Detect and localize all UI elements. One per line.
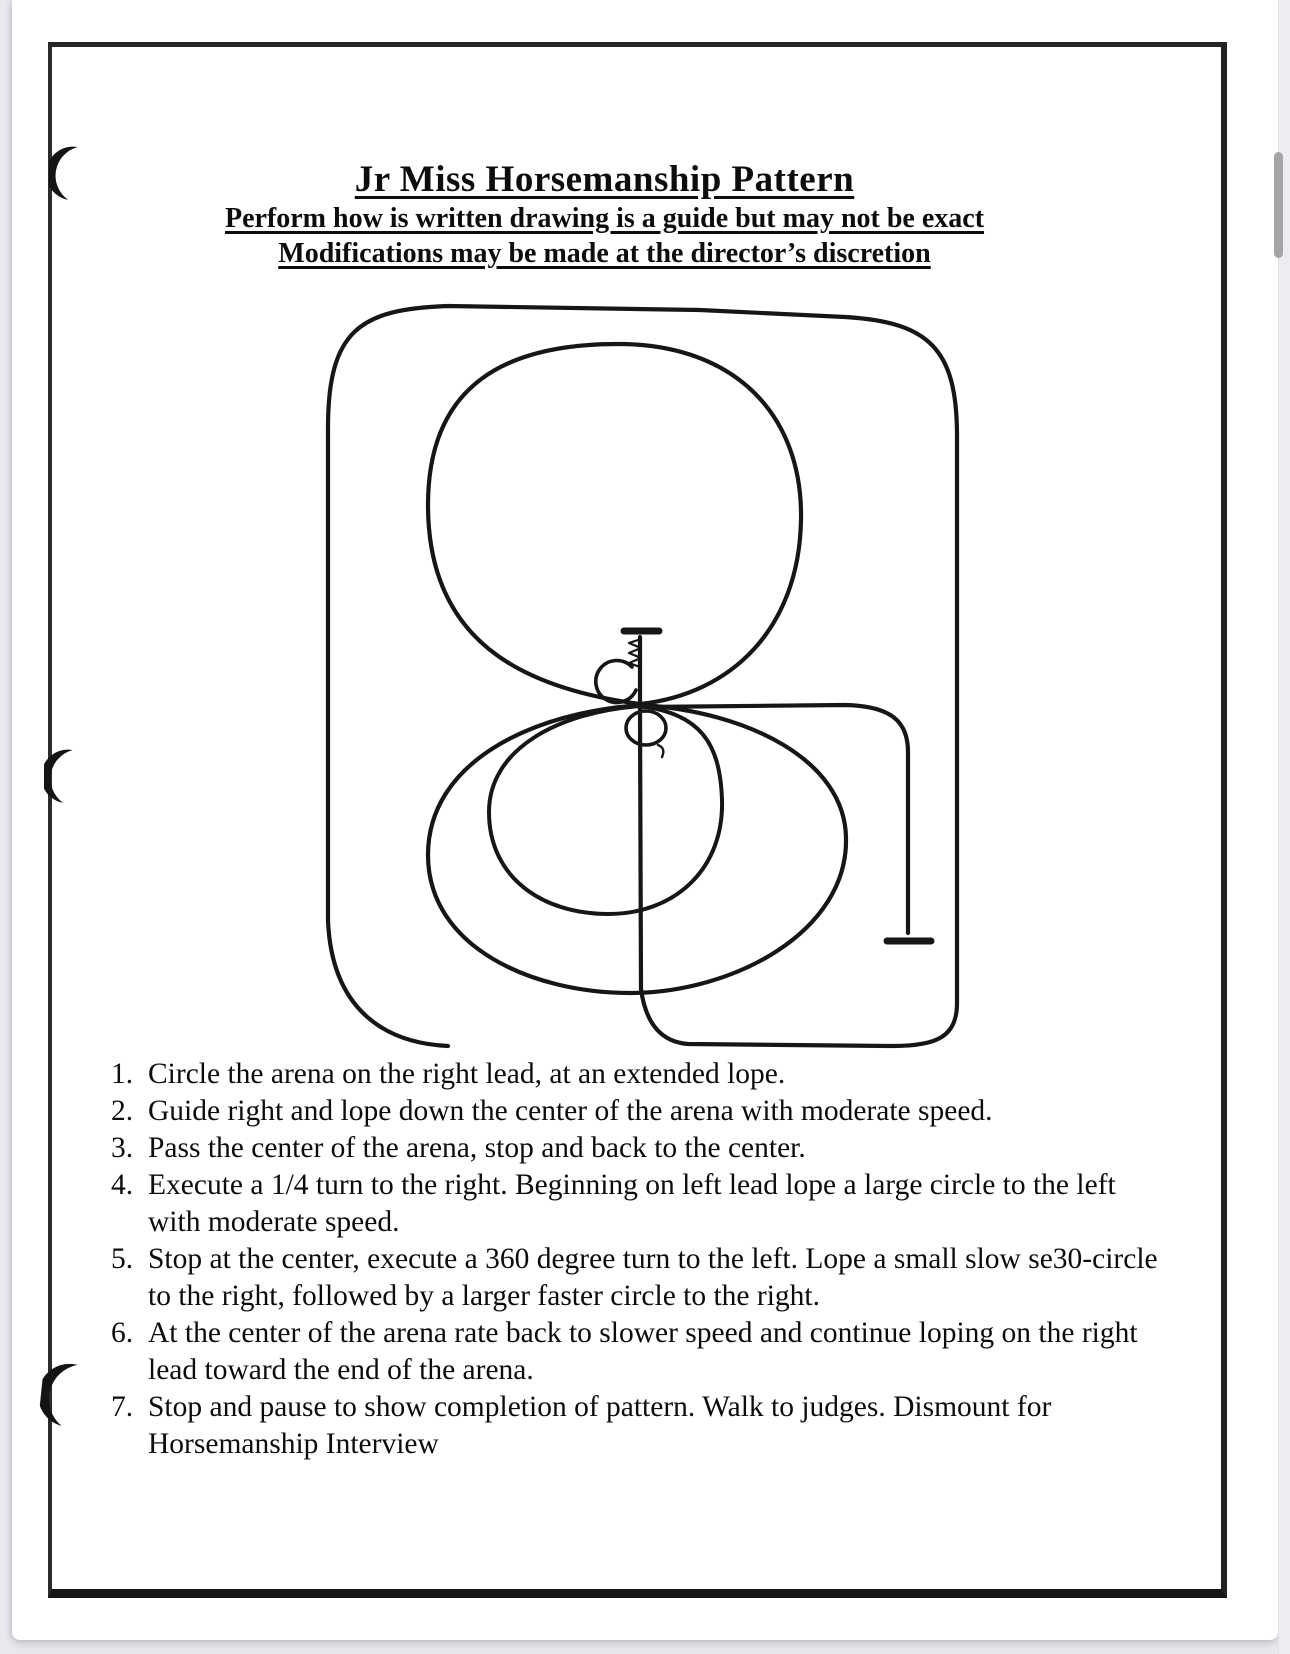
item-text: Circle the arena on the right lead, at an extended lope. — [148, 1058, 786, 1090]
scrollbar-thumb[interactable] — [1274, 152, 1283, 258]
item-number: 1. — [111, 1058, 134, 1090]
item-text: At the center of the arena rate back to slower speed and continue loping on the right lead toward the end of the arena. — [148, 1317, 1138, 1386]
subtitle-line-1: Perform how is written drawing is a guide but may not be exact — [224, 203, 985, 234]
list-item — [105, 1167, 1175, 1241]
list-item — [105, 1315, 1175, 1389]
item-number: 3. — [111, 1132, 134, 1164]
subtitle-line-2: Modifications may be made at the director’s discretion — [278, 238, 931, 269]
list-item — [105, 1056, 1175, 1093]
page-title: Jr Miss Horsemanship Pattern — [354, 159, 855, 200]
item-number: 5. — [111, 1243, 134, 1275]
binder-hole-mark-icon — [44, 748, 78, 806]
item-text: Guide right and lope down the center of the arena with moderate speed. — [148, 1095, 993, 1127]
list-item — [105, 1130, 1175, 1167]
binder-hole-mark-icon — [38, 1360, 83, 1430]
item-number: 6. — [111, 1317, 134, 1349]
item-text: Pass the center of the arena, stop and back to the center. — [148, 1132, 806, 1164]
item-text: Stop and pause to show completion of pattern. Walk to judges. Dismount for Horsemanship Interview — [148, 1391, 1052, 1460]
item-number: 4. — [111, 1169, 134, 1201]
instruction-list — [105, 1056, 1175, 1463]
list-item — [105, 1093, 1175, 1130]
item-number: 2. — [111, 1095, 134, 1127]
item-number: 7. — [111, 1391, 134, 1423]
item-text: Execute a 1/4 turn to the right. Beginning on left lead lope a large circle to the left with moderate speed. — [148, 1169, 1116, 1238]
item-text: Stop at the center, execute a 360 degree turn to the left. Lope a small slow se30-circle to the right, followed by a larger faster circle to the right. — [148, 1243, 1158, 1312]
list-item — [105, 1241, 1175, 1315]
scanned-page — [12, 0, 1278, 1640]
list-item — [105, 1389, 1175, 1463]
